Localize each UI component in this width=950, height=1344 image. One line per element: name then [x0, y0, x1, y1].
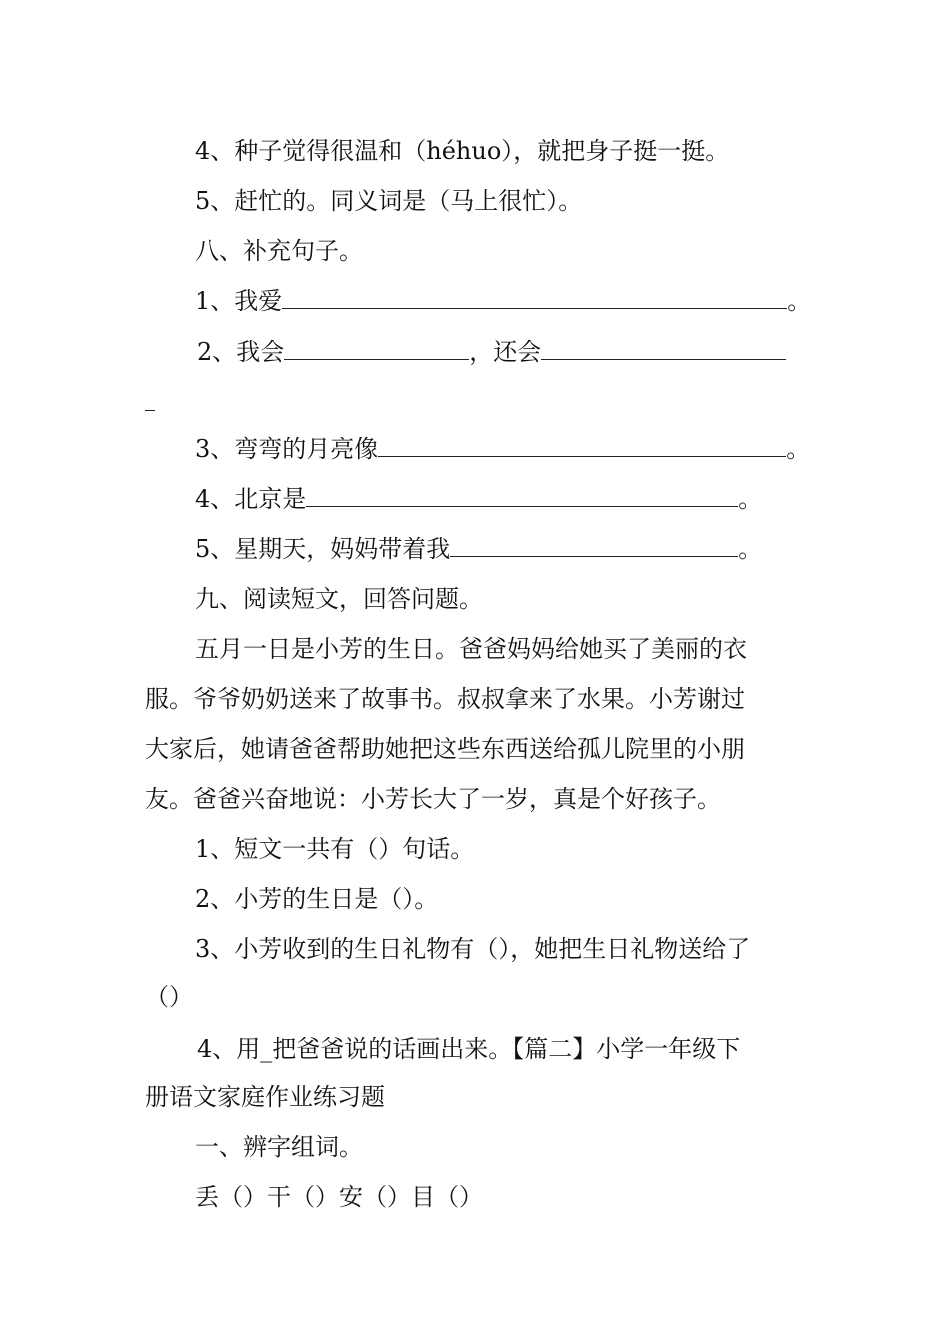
answer-blank[interactable]: [282, 286, 787, 309]
text-line: 4、种子觉得很温和（héhuo），就把身子挺一挺。: [195, 137, 730, 165]
fill-sentence: [195, 434, 810, 464]
sentence-prefix: 4、北京是: [195, 485, 307, 513]
answer-blank[interactable]: [284, 337, 469, 360]
sentence-prefix: 5、星期天，妈妈带着我: [195, 535, 451, 563]
answer-blank[interactable]: [378, 434, 786, 457]
question-line: 1、短文一共有（）句话。: [195, 835, 475, 863]
fill-sentence: [195, 484, 762, 514]
fill-sentence: [195, 286, 811, 316]
sentence-suffix: 。: [738, 485, 763, 513]
sentence-suffix: 。: [787, 287, 812, 315]
question-line: 3、小芳收到的生日礼物有（），她把生日礼物送给了: [195, 935, 751, 963]
section-heading: 九、阅读短文，回答问题。: [195, 585, 483, 613]
passage-line: 友。爸爸兴奋地说：小芳长大了一岁，真是个好孩子。: [145, 785, 721, 813]
section-heading: 八、补充句子。: [195, 237, 363, 265]
question-line: （）: [145, 983, 193, 1011]
text-line: 5、赶忙的。同义词是（马上很忙）。: [195, 187, 583, 215]
section-heading: 一、辨字组词。: [195, 1133, 363, 1161]
question-line: 4、用_把爸爸说的话画出来。【篇二】小学一年级下: [197, 1035, 741, 1063]
fill-sentence: [195, 534, 762, 564]
question-line: 册语文家庭作业练习题: [145, 1083, 385, 1111]
exercise-line: 丢（）干（）安（）目（）: [195, 1183, 483, 1211]
answer-blank[interactable]: [306, 484, 738, 507]
answer-blank[interactable]: [541, 337, 786, 360]
sentence-prefix: 3、弯弯的月亮像: [195, 435, 379, 463]
question-line: 2、小芳的生日是（）。: [195, 885, 439, 913]
passage-line: 服。爷爷奶奶送来了故事书。叔叔拿来了水果。小芳谢过: [145, 685, 745, 713]
sentence-prefix: 2、我会: [197, 338, 285, 366]
answer-blank-continuation: [145, 410, 155, 411]
sentence-prefix: 1、我爱: [195, 287, 283, 315]
sentence-middle: ，还会: [469, 338, 542, 366]
sentence-suffix: 。: [786, 435, 811, 463]
sentence-suffix: 。: [738, 535, 763, 563]
answer-blank[interactable]: [450, 534, 738, 557]
fill-sentence: [197, 337, 786, 367]
passage-line: 大家后，她请爸爸帮助她把这些东西送给孤儿院里的小朋: [145, 735, 745, 763]
passage-line: 五月一日是小芳的生日。爸爸妈妈给她买了美丽的衣: [195, 635, 747, 663]
